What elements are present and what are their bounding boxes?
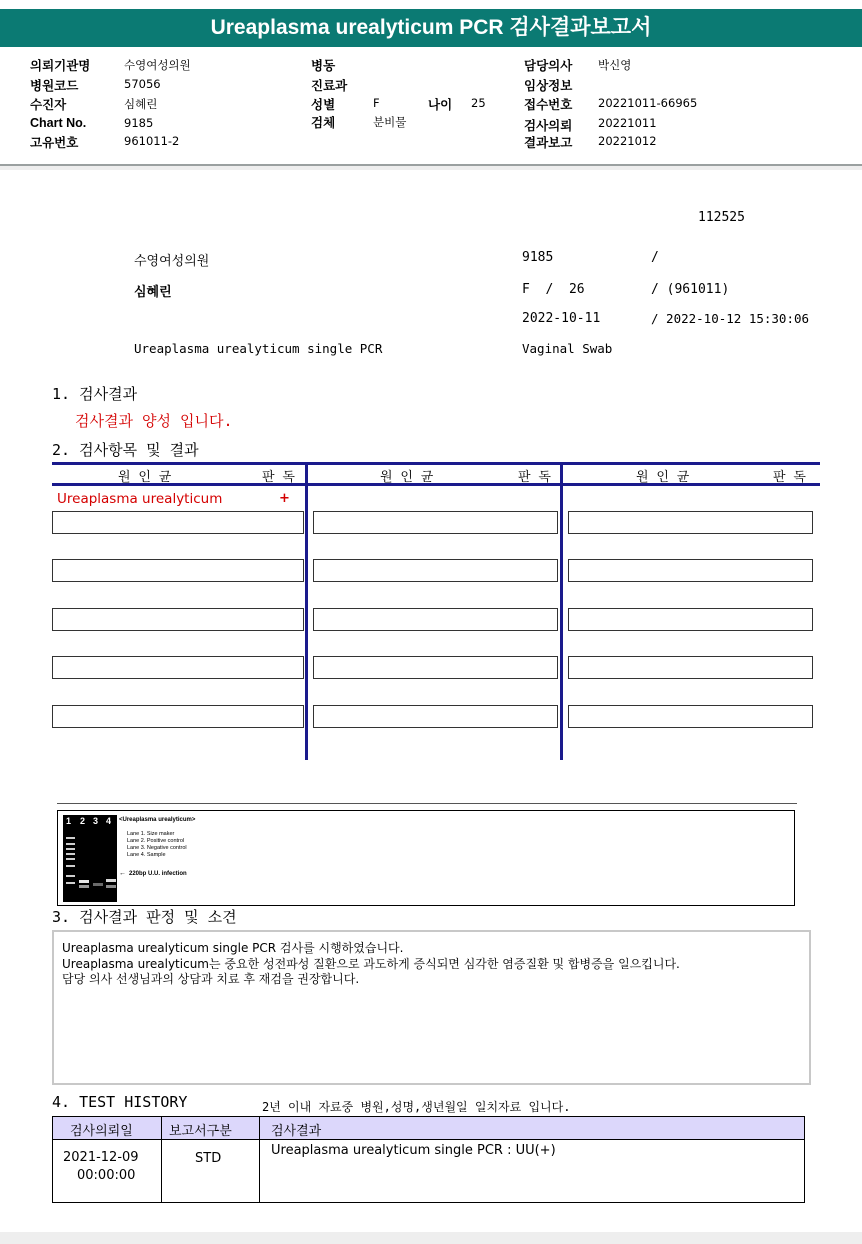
- empty-result-box: [568, 511, 813, 534]
- ladder-band: [66, 837, 75, 839]
- label-sex: 성별: [311, 98, 336, 112]
- value-unique-no: 961011-2: [124, 134, 180, 148]
- history-table: [52, 1116, 805, 1203]
- history-col-divider: [259, 1117, 260, 1202]
- report-title: Ureaplasma urealyticum PCR 검사결과보고서: [0, 9, 862, 47]
- info-birth: / (961011): [651, 282, 730, 297]
- gel-legend-1: Lane 1. Size maker: [127, 831, 175, 837]
- history-type: STD: [195, 1151, 222, 1166]
- grid-divider-1: [305, 462, 308, 760]
- empty-result-box: [52, 559, 304, 582]
- info-patient: 심혜린: [134, 285, 172, 300]
- comment-line-2: Ureaplasma urealyticum는 중요한 성전파성 질환으로 과도하게 증식되면 심각한 염증질환 및 합병증을 일으킵니다.: [62, 957, 680, 971]
- label-report-date: 결과보고: [524, 136, 573, 150]
- pathogen-name: Ureaplasma urealyticum: [57, 491, 223, 507]
- label-doctor: 담당의사: [524, 59, 573, 73]
- grid-top-line: [52, 462, 820, 465]
- col-result-1: 판 독: [262, 470, 295, 485]
- history-result: Ureaplasma urealyticum single PCR : UU(+): [271, 1143, 556, 1158]
- empty-result-box: [568, 705, 813, 728]
- value-receipt-no: 20221011-66965: [598, 96, 698, 110]
- positive-band: [79, 885, 89, 888]
- info-report-datetime: / 2022-10-12 15:30:06: [651, 311, 810, 326]
- info-chart-no: 9185: [522, 250, 554, 265]
- pathogen-result: +: [279, 491, 290, 506]
- empty-result-box: [313, 656, 558, 679]
- page-footer: [0, 1232, 862, 1244]
- label-age: 나이: [428, 98, 453, 112]
- label-specimen: 검체: [311, 116, 336, 130]
- label-chart-no: Chart No.: [30, 116, 87, 130]
- label-request-date: 검사의뢰: [524, 119, 573, 133]
- label-hospital-code: 병원코드: [30, 79, 79, 93]
- empty-result-box: [568, 608, 813, 631]
- empty-result-box: [313, 511, 558, 534]
- history-header-row: [53, 1117, 804, 1140]
- history-header-result: 검사결과: [271, 1124, 322, 1139]
- ladder-band: [66, 853, 75, 855]
- empty-result-box: [568, 656, 813, 679]
- gel-image: [63, 815, 117, 902]
- history-col-divider: [161, 1117, 162, 1202]
- gel-legend-2: Lane 2. Positive control: [127, 838, 185, 844]
- col-result-2: 판 독: [518, 470, 551, 485]
- header-shadow: [0, 166, 862, 170]
- label-clinical-info: 임상정보: [524, 79, 573, 93]
- section-1-title: 1. 검사결과: [52, 385, 138, 403]
- info-hospital: 수영여성의원: [134, 254, 210, 269]
- ladder-band: [66, 848, 75, 850]
- empty-result-box: [52, 705, 304, 728]
- section-4-title: 4. TEST HISTORY: [52, 1093, 188, 1111]
- col-pathogen-1: 원 인 균: [118, 470, 172, 485]
- value-doctor: 박신영: [598, 58, 632, 72]
- gel-legend-3: Lane 3. Negative control: [127, 845, 187, 851]
- label-receipt-no: 접수번호: [524, 98, 573, 112]
- lane-number: 3: [93, 816, 99, 826]
- value-request-date: 20221011: [598, 116, 657, 130]
- value-hospital-code: 57056: [124, 77, 161, 91]
- ladder-band: [66, 858, 75, 860]
- col-pathogen-2: 원 인 균: [380, 470, 434, 485]
- empty-result-box: [568, 559, 813, 582]
- ladder-band: [66, 865, 75, 867]
- negative-band: [93, 883, 103, 886]
- section-3-title: 3. 검사결과 판정 및 소견: [52, 908, 237, 926]
- value-chart-no: 9185: [124, 116, 154, 130]
- label-department: 진료과: [311, 79, 348, 93]
- positive-band: [79, 880, 89, 883]
- info-slash: /: [651, 250, 659, 265]
- label-patient: 수진자: [30, 98, 67, 112]
- band-arrow-icon: ←: [119, 870, 126, 877]
- band-label: 220bp U.U. infection: [129, 871, 187, 877]
- col-result-3: 판 독: [773, 470, 806, 485]
- report-header: [0, 50, 862, 165]
- ladder-band: [66, 875, 75, 877]
- history-header-type: 보고서구분: [169, 1124, 232, 1139]
- comment-line-1: Ureaplasma urealyticum single PCR 검사를 시행하였습니다.: [62, 941, 404, 955]
- empty-result-box: [313, 608, 558, 631]
- history-note: 2년 이내 자료중 병원,성명,생년월일 일치자료 입니다.: [262, 1100, 571, 1114]
- gel-top-rule: [57, 803, 797, 804]
- empty-result-box: [52, 511, 304, 534]
- gel-title: <Ureaplasma urealyticum>: [119, 817, 196, 823]
- lane-number: 4: [106, 816, 112, 826]
- value-age: 25: [471, 96, 486, 110]
- empty-result-box: [52, 608, 304, 631]
- info-request-date: 2022-10-11: [522, 311, 601, 326]
- info-specimen: Vaginal Swab: [522, 341, 613, 356]
- history-date: 2021-12-09: [63, 1150, 139, 1165]
- overall-result: 검사결과 양성 입니다.: [75, 412, 233, 430]
- empty-result-box: [313, 559, 558, 582]
- gel-legend-4: Lane 4. Sample: [127, 852, 166, 858]
- history-time: 00:00:00: [77, 1168, 136, 1183]
- label-unique-no: 고유번호: [30, 136, 79, 150]
- ladder-band: [66, 882, 75, 884]
- value-specimen: 분비물: [373, 115, 407, 129]
- info-test-name: Ureaplasma urealyticum single PCR: [134, 341, 383, 356]
- sample-band: [106, 879, 116, 882]
- sample-band: [106, 885, 116, 888]
- empty-result-box: [313, 705, 558, 728]
- value-requester: 수영여성의원: [124, 58, 191, 72]
- value-patient: 심혜린: [124, 97, 158, 111]
- gel-panel: [57, 810, 795, 906]
- history-header-date: 검사의뢰일: [70, 1124, 133, 1139]
- value-report-date: 20221012: [598, 134, 657, 148]
- lane-number: 1: [66, 816, 72, 826]
- value-sex: F: [373, 96, 380, 110]
- section-2-title: 2. 검사항목 및 결과: [52, 441, 199, 459]
- serial-number: 112525: [698, 210, 745, 225]
- info-sex-age: F / 26: [522, 282, 585, 297]
- lane-number: 2: [80, 816, 86, 826]
- label-requester: 의뢰기관명: [30, 59, 91, 73]
- empty-result-box: [52, 656, 304, 679]
- grid-divider-2: [560, 462, 563, 760]
- comment-line-3: 담당 의사 선생님과의 상담과 치료 후 재검을 권장합니다.: [62, 972, 360, 986]
- col-pathogen-3: 원 인 균: [636, 470, 690, 485]
- label-ward: 병동: [311, 59, 336, 73]
- ladder-band: [66, 843, 75, 845]
